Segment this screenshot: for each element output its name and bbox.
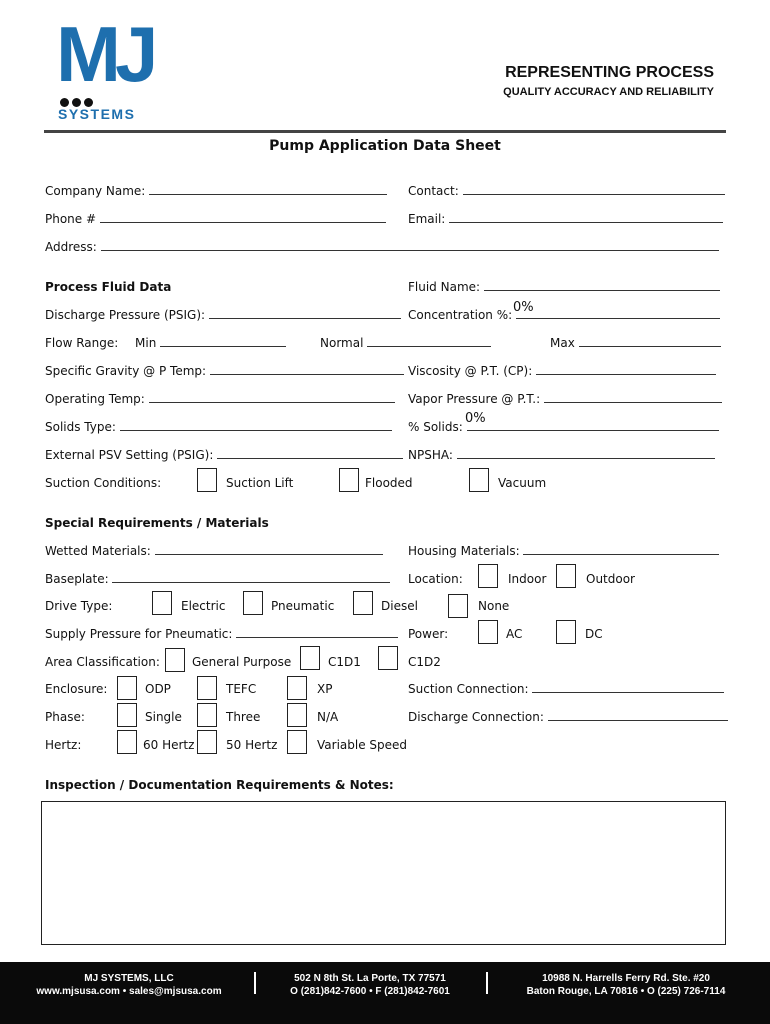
xp-checkbox[interactable] bbox=[287, 676, 307, 700]
company-name-field[interactable]: Company Name: bbox=[45, 184, 387, 198]
ac-label: AC bbox=[506, 627, 523, 641]
solids-type-field[interactable]: Solids Type: bbox=[45, 420, 392, 434]
variable-speed-label: Variable Speed bbox=[317, 738, 408, 752]
footer-web-email: www.mjsusa.com • sales@mjsusa.com bbox=[36, 986, 222, 997]
notes-heading: Inspection / Documentation Requirements & Notes: bbox=[45, 778, 394, 792]
suction-lift-label: Suction Lift bbox=[226, 476, 294, 490]
baseplate-field[interactable]: Baseplate: bbox=[45, 572, 390, 586]
flow-min-field[interactable]: Min bbox=[135, 336, 286, 350]
viscosity-field[interactable]: Viscosity @ P.T. (CP): bbox=[408, 364, 716, 378]
pneumatic-checkbox[interactable] bbox=[243, 591, 263, 615]
header-divider bbox=[44, 130, 726, 133]
electric-label: Electric bbox=[181, 599, 226, 613]
email-field[interactable]: Email: bbox=[408, 212, 723, 226]
vacuum-checkbox[interactable] bbox=[469, 468, 489, 492]
none-label: None bbox=[478, 599, 510, 613]
address-field[interactable]: Address: bbox=[45, 240, 719, 254]
50-hertz-checkbox[interactable] bbox=[197, 730, 217, 754]
60-hertz-checkbox[interactable] bbox=[117, 730, 137, 754]
wetted-materials-field[interactable]: Wetted Materials: bbox=[45, 544, 383, 558]
company-logo bbox=[56, 10, 153, 124]
suction-connection-field[interactable]: Suction Connection: bbox=[408, 682, 724, 696]
indoor-label: Indoor bbox=[508, 572, 547, 586]
suction-conditions-label: Suction Conditions: bbox=[45, 476, 162, 490]
hertz-label: Hertz: bbox=[45, 738, 82, 752]
footer-company-block bbox=[20, 972, 238, 998]
electric-checkbox[interactable] bbox=[152, 591, 172, 615]
specific-gravity-field[interactable]: Specific Gravity @ P Temp: bbox=[45, 364, 404, 378]
c1d1-checkbox[interactable] bbox=[300, 646, 320, 670]
odp-label: ODP bbox=[145, 682, 171, 696]
solids-percent-field[interactable]: % Solids: bbox=[408, 420, 719, 434]
page-title: Pump Application Data Sheet bbox=[269, 138, 501, 154]
solids-percent-value: 0% bbox=[465, 411, 486, 426]
pneumatic-label: Pneumatic bbox=[271, 599, 335, 613]
flow-range-label: Flow Range: bbox=[45, 336, 119, 350]
phase-label: Phase: bbox=[45, 710, 85, 724]
discharge-connection-field[interactable]: Discharge Connection: bbox=[408, 710, 728, 724]
supply-pressure-field[interactable]: Supply Pressure for Pneumatic: bbox=[45, 627, 398, 641]
operating-temp-field[interactable]: Operating Temp: bbox=[45, 392, 395, 406]
footer-addr1-line2: O (281)842-7600 • F (281)842-7601 bbox=[290, 986, 450, 997]
housing-materials-field[interactable]: Housing Materials: bbox=[408, 544, 719, 558]
three-checkbox[interactable] bbox=[197, 703, 217, 727]
concentration-value: 0% bbox=[513, 300, 534, 315]
general-purpose-label: General Purpose bbox=[192, 655, 292, 669]
tefc-label: TEFC bbox=[226, 682, 257, 696]
footer-separator bbox=[486, 972, 488, 994]
tefc-checkbox[interactable] bbox=[197, 676, 217, 700]
vacuum-label: Vacuum bbox=[498, 476, 547, 490]
dc-label: DC bbox=[585, 627, 603, 641]
discharge-pressure-field[interactable]: Discharge Pressure (PSIG): bbox=[45, 308, 401, 322]
footer-separator bbox=[254, 972, 256, 994]
footer-laporte-block bbox=[270, 972, 470, 998]
none-checkbox[interactable] bbox=[448, 594, 468, 618]
footer-company: MJ SYSTEMS, LLC bbox=[84, 973, 174, 984]
process-heading: Process Fluid Data bbox=[45, 280, 172, 294]
flooded-label: Flooded bbox=[365, 476, 413, 490]
footer-addr2-line1: 10988 N. Harrells Ferry Rd. Ste. #20 bbox=[542, 973, 710, 984]
area-classification-label: Area Classification: bbox=[45, 655, 160, 669]
c1d2-checkbox[interactable] bbox=[378, 646, 398, 670]
flooded-checkbox[interactable] bbox=[339, 468, 359, 492]
outdoor-label: Outdoor bbox=[586, 572, 635, 586]
general-purpose-checkbox[interactable] bbox=[165, 648, 185, 672]
dc-checkbox[interactable] bbox=[556, 620, 576, 644]
variable-speed-checkbox[interactable] bbox=[287, 730, 307, 754]
enclosure-label: Enclosure: bbox=[45, 682, 108, 696]
logo-letters: MJ bbox=[56, 10, 153, 98]
psv-setting-field[interactable]: External PSV Setting (PSIG): bbox=[45, 448, 403, 462]
contact-field[interactable]: Contact: bbox=[408, 184, 725, 198]
suction-lift-checkbox[interactable] bbox=[197, 468, 217, 492]
logo-word: SYSTEMS bbox=[58, 106, 136, 122]
vapor-pressure-field[interactable]: Vapor Pressure @ P.T.: bbox=[408, 392, 722, 406]
notes-textarea[interactable] bbox=[41, 801, 726, 945]
c1d2-label: C1D2 bbox=[408, 655, 441, 669]
special-heading: Special Requirements / Materials bbox=[45, 516, 269, 530]
diesel-label: Diesel bbox=[381, 599, 418, 613]
three-label: Three bbox=[226, 710, 261, 724]
footer-addr1-line1: 502 N 8th St. La Porte, TX 77571 bbox=[294, 973, 446, 984]
ac-checkbox[interactable] bbox=[478, 620, 498, 644]
drive-type-label: Drive Type: bbox=[45, 599, 113, 613]
diesel-checkbox[interactable] bbox=[353, 591, 373, 615]
flow-max-field[interactable]: Max bbox=[550, 336, 721, 350]
footer-addr2-line2: Baton Rouge, LA 70816 • O (225) 726-7114 bbox=[526, 986, 726, 997]
location-label: Location: bbox=[408, 572, 463, 586]
single-checkbox[interactable] bbox=[117, 703, 137, 727]
c1d1-label: C1D1 bbox=[328, 655, 361, 669]
odp-checkbox[interactable] bbox=[117, 676, 137, 700]
flow-normal-field[interactable]: Normal bbox=[320, 336, 491, 350]
footer-batonrouge-block bbox=[508, 972, 744, 998]
tagline-main: REPRESENTING PROCESS bbox=[505, 64, 714, 81]
npsha-field[interactable]: NPSHA: bbox=[408, 448, 715, 462]
outdoor-checkbox[interactable] bbox=[556, 564, 576, 588]
na-label: N/A bbox=[317, 710, 339, 724]
60-hertz-label: 60 Hertz bbox=[143, 738, 195, 752]
concentration-field[interactable]: Concentration %: bbox=[408, 308, 720, 322]
indoor-checkbox[interactable] bbox=[478, 564, 498, 588]
power-label: Power: bbox=[408, 627, 449, 641]
tagline-sub: QUALITY ACCURACY AND RELIABILITY bbox=[503, 86, 714, 98]
single-label: Single bbox=[145, 710, 182, 724]
fluid-name-field[interactable]: Fluid Name: bbox=[408, 280, 720, 294]
phone-field[interactable]: Phone # bbox=[45, 212, 386, 226]
na-checkbox[interactable] bbox=[287, 703, 307, 727]
50-hertz-label: 50 Hertz bbox=[226, 738, 278, 752]
footer bbox=[0, 962, 770, 1024]
xp-label: XP bbox=[317, 682, 333, 696]
